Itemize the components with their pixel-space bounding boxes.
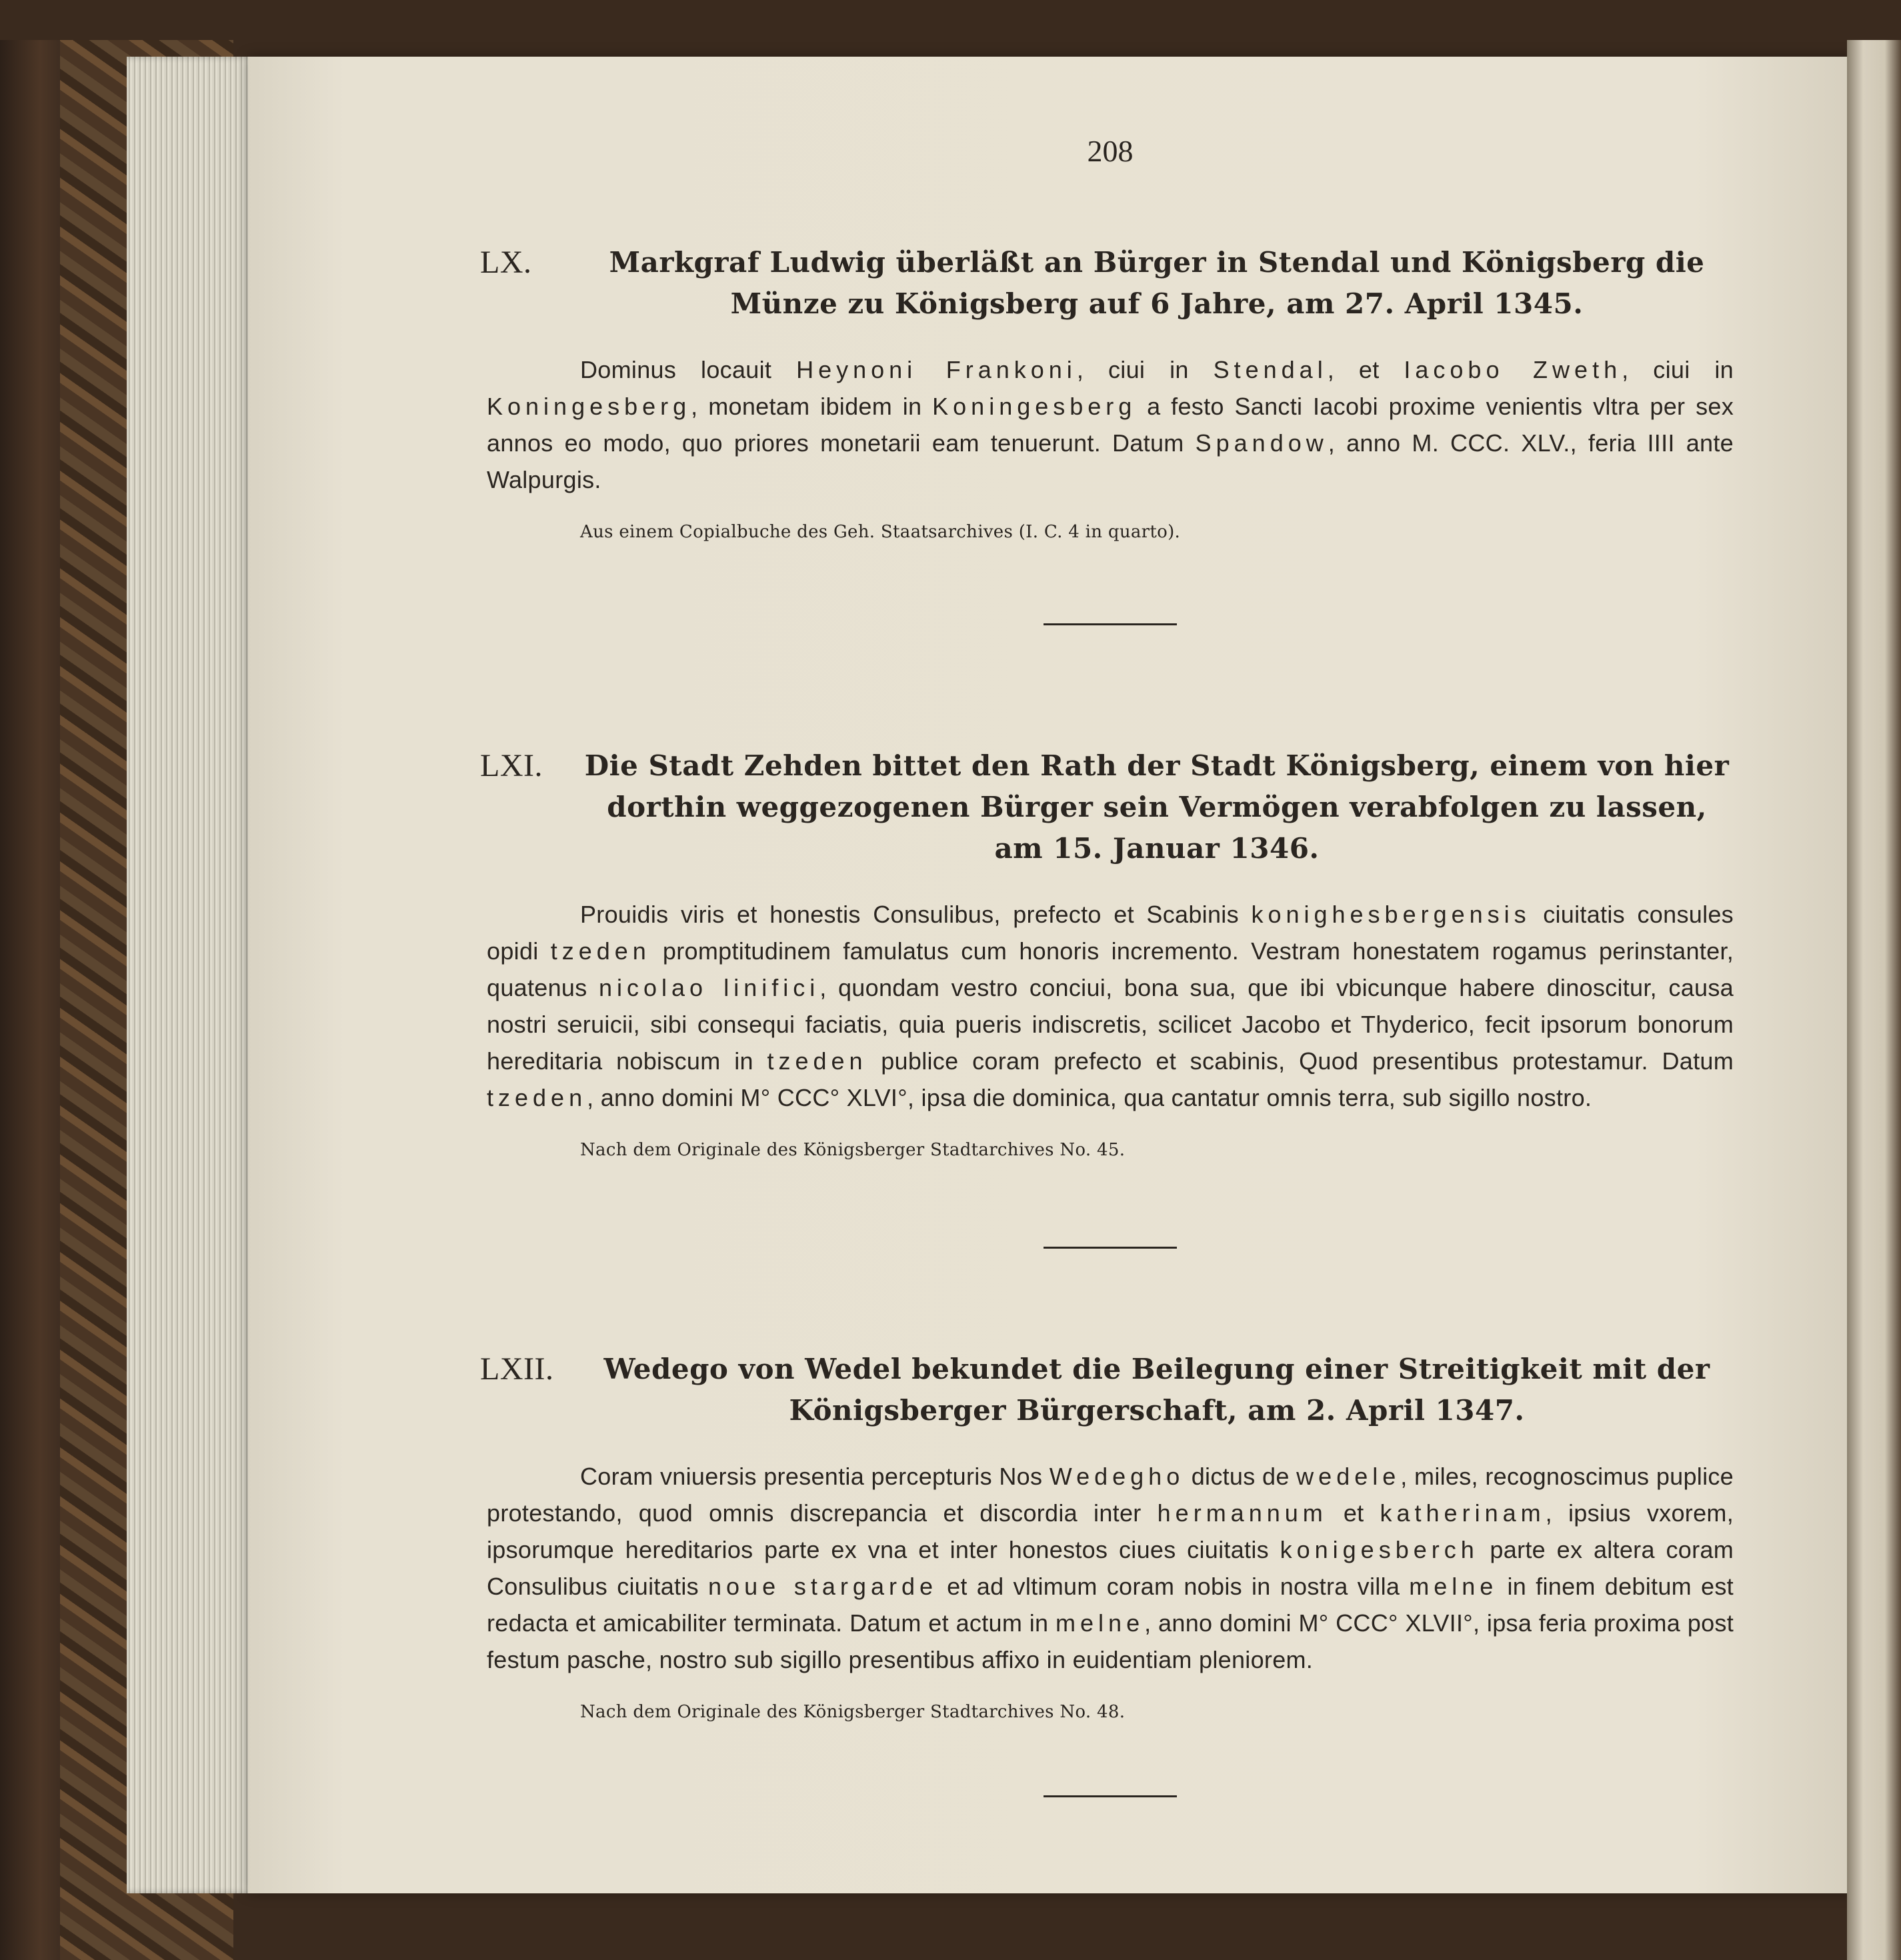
spaced-name: Stendal (1213, 356, 1328, 383)
body-text: , ciui in (1076, 356, 1214, 383)
spaced-name: Koningesberg (932, 393, 1137, 420)
spaced-name: noue stargarde (708, 1573, 937, 1600)
body-text: , quondam vestro conciui, bona sua, que ibi vbicunque habere dinoscitur, causa nostri seruicii, sibi consequi faciatis, quia pueris indiscretis, scilicet Jacobo et Thyderico, fecit ipsorum bonorum hereditaria nobiscum in (487, 974, 1734, 1075)
document-title: Wedego von Wedel bekundet die Beilegung einer Streitigkeit mit der Königsberger Bürgerschaft, am 2. April 1347. (603, 1353, 1710, 1427)
document-body (487, 351, 1734, 498)
spaced-name: tzeden (550, 937, 651, 965)
spaced-name: tzeden (487, 1084, 587, 1111)
page-content (480, 133, 1734, 1797)
body-text: et ad vltimum coram nobis in nostra villa (937, 1573, 1410, 1600)
body-text: , et (1327, 356, 1404, 383)
document-body (487, 1458, 1734, 1678)
document-body (487, 896, 1734, 1116)
body-text: in finem debitum est redacta et amicabiliter terminata. Datum et actum in (487, 1573, 1734, 1637)
body-text: et (1327, 1499, 1380, 1527)
document-number: LXII. (480, 1351, 554, 1387)
body-text: Dominus locauit (580, 356, 797, 383)
body-text: , ipsius vxorem, ipsorumque hereditarios parte ex vna et inter honestos ciues ciuitatis (487, 1499, 1734, 1563)
spaced-name: nicolao linifici (598, 974, 820, 1001)
spaced-name: melne (1409, 1573, 1498, 1600)
spaced-name: Heynoni Frankoni (796, 356, 1077, 383)
document-lxi (480, 745, 1734, 1160)
book-cover-edge (0, 40, 67, 1960)
document-source: Nach dem Originale des Königsberger Stadtarchives No. 48. (580, 1702, 1126, 1722)
page-number: 208 (1087, 134, 1134, 168)
spaced-name: Wedegho (1049, 1463, 1185, 1490)
spaced-name: hermannum (1157, 1499, 1328, 1527)
page-stack-edge (127, 57, 260, 1893)
facing-page-edge (1847, 40, 1901, 1960)
body-text: Prouidis viris et honestis Consulibus, prefecto et Scabinis (580, 901, 1252, 928)
body-text: promptitudinem famulatus cum honoris incremento. Vestram honestatem rogamus perinstanter, quatenus (487, 937, 1734, 1001)
body-text: , anno domini M° CCC° XLVI°, ipsa die dominica, qua cantatur omnis terra, sub sigillo nostro. (587, 1084, 1592, 1111)
spaced-name: konigesberch (1280, 1536, 1479, 1563)
document-lx (480, 242, 1734, 542)
document-heading (480, 1349, 1734, 1431)
document-source: Aus einem Copialbuche des Geh. Staatsarchives (I. C. 4 in quarto). (580, 522, 1181, 542)
spaced-name: melne (1056, 1609, 1145, 1637)
spaced-name: konighesbergensis (1251, 901, 1531, 928)
document-lxii (480, 1349, 1734, 1722)
body-text: a festo Sancti Iacobi proxime venientis vltra per sex annos eo modo, quo priores monetarii eam tenuerunt. Datum (487, 393, 1734, 457)
document-title: Die Stadt Zehden bittet den Rath der Stadt Königsberg, einem von hier dorthin weggezogenen Bürger sein Vermögen verabfolgen zu lassen, am 15. Januar 1346. (584, 749, 1730, 865)
body-text: dictus de (1184, 1463, 1297, 1490)
body-text: publice coram prefecto et scabinis, Quod presentibus protestamur. Datum (867, 1047, 1734, 1075)
spaced-name: tzeden (767, 1047, 867, 1075)
section-divider (1044, 1247, 1177, 1249)
section-divider (1044, 623, 1177, 625)
body-text: ciuitatis consules opidi (487, 901, 1734, 965)
body-text: parte ex altera coram Consulibus ciuitatis (487, 1536, 1734, 1600)
document-number: LX. (480, 245, 532, 280)
body-text: , anno M. CCC. XLV., feria IIII ante Walpurgis. (487, 429, 1734, 493)
document-source: Nach dem Originale des Königsberger Stadtarchives No. 45. (580, 1140, 1126, 1160)
spaced-name: wedele (1296, 1463, 1401, 1490)
section-divider (1044, 1795, 1177, 1797)
document-heading (480, 242, 1734, 325)
document-title: Markgraf Ludwig überläßt an Bürger in Stendal und Königsberg die Münze zu Königsberg auf 6 Jahre, am 27. April 1345. (609, 246, 1705, 320)
body-text: , ciui in (1622, 356, 1734, 383)
document-heading (480, 745, 1734, 869)
body-text: , miles, recognoscimus puplice protestando, quod omnis discrepancia et discordia inter (487, 1463, 1734, 1527)
document-number: LXI. (480, 748, 543, 783)
spaced-name: Spandow (1195, 429, 1328, 457)
body-text: Coram vniuersis presentia percepturis Nos (580, 1463, 1050, 1490)
body-text: , monetam ibidem in (691, 393, 933, 420)
spaced-name: katherinam (1380, 1499, 1546, 1527)
body-text: , anno domini M° CCC° XLVII°, ipsa feria proxima post festum pasche, nostro sub sigillo presentibus affixo in euidentiam pleniorem. (487, 1609, 1734, 1673)
spaced-name: Iacobo Zweth (1404, 356, 1622, 383)
spaced-name: Koningesberg (487, 393, 691, 420)
